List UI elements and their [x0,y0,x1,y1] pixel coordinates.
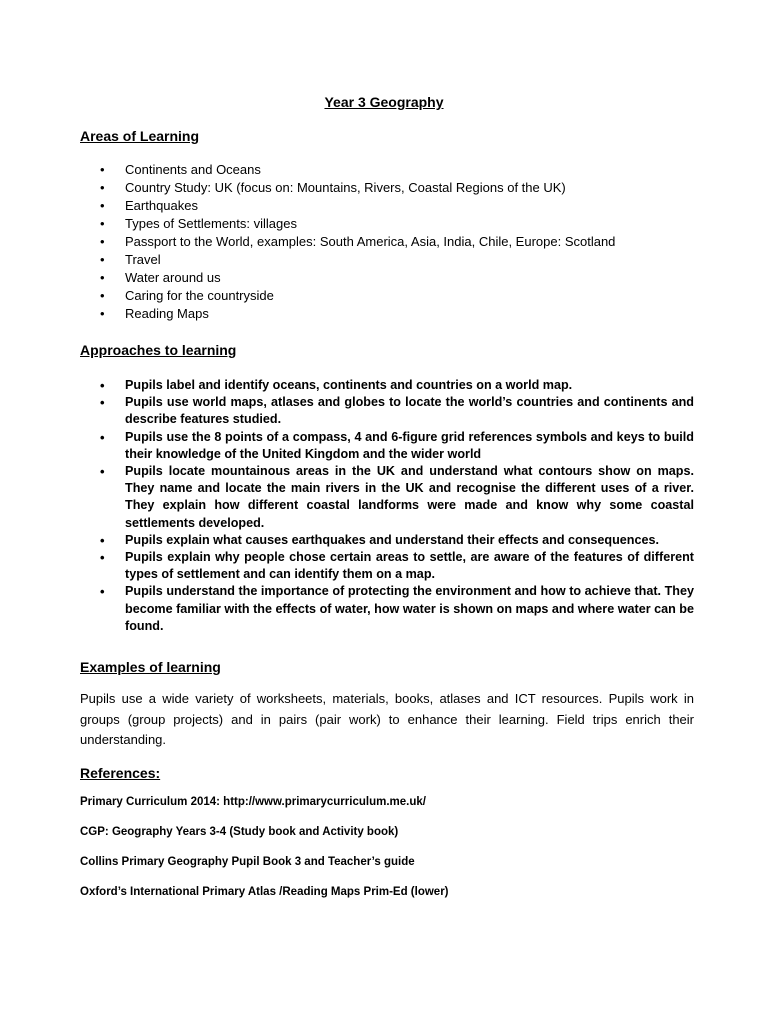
list-item: • Continents and Oceans [100,162,261,177]
list-item: • Earthquakes [100,198,198,213]
bullet-icon: • [100,162,105,177]
list-item: • Passport to the World, examples: South America, Asia, India, Chile, Europe: Scotland [100,234,616,249]
bullet-icon: • [100,288,105,303]
approaches-list [80,377,694,635]
bullet-icon: • [100,180,105,195]
list-item: • Reading Maps [100,306,209,321]
reference-item: Oxford’s International Primary Atlas /Reading Maps Prim-Ed (lower) [80,886,449,898]
list-item: • Pupils explain why people chose certain areas to settle, are aware of the features of different types of settlement and can identify them on a map. [100,550,694,582]
list-item: • Pupils use world maps, atlases and globes to locate the world’s countries and continents and describe features studied. [100,395,694,427]
list-item: • Water around us [100,270,221,285]
list-item: • Pupils explain what causes earthquakes and understand their effects and consequences. [100,532,659,548]
list-item: • Pupils label and identify oceans, continents and countries on a world map. [100,378,573,393]
reference-item: CGP: Geography Years 3-4 (Study book and Activity book) [80,826,399,838]
areas-heading: Areas of Learning [80,128,200,144]
bullet-icon: • [100,532,105,548]
areas-list [80,161,694,323]
reference-item: Collins Primary Geography Pupil Book 3 and Teacher’s guide [80,856,415,868]
bullet-icon: • [100,395,105,411]
examples-heading: Examples of learning [80,659,221,675]
bullet-icon: • [100,464,105,480]
list-item: • Types of Settlements: villages [100,216,297,231]
list-item: • Country Study: UK (focus on: Mountains, Rivers, Coastal Regions of the UK) [100,180,566,195]
list-item: • Pupils understand the importance of protecting the environment and how to achieve that. They become familiar with the effects of water, how water is shown on maps and where water can be found. [100,584,694,633]
page-title: Year 3 Geography [324,94,444,110]
bullet-icon: • [100,550,105,566]
bullet-icon: • [100,252,105,267]
bullet-icon: • [100,234,105,249]
list-item: • Caring for the countryside [100,288,274,303]
approaches-heading: Approaches to learning [80,342,237,358]
bullet-icon: • [100,378,105,393]
examples-paragraph: Pupils use a wide variety of worksheets, materials, books, atlases and ICT resources. Pupils work in groups (group projects) and in pairs (pair work) to enhance their learning. Field trips enrich their understanding. [80,691,694,747]
bullet-icon: • [100,429,105,445]
list-item: • Pupils use the 8 points of a compass, 4 and 6-figure grid references symbols and keys to build their knowledge of the United Kingdom and the wider world [100,429,694,461]
bullet-icon: • [100,584,105,600]
bullet-icon: • [100,270,105,285]
references-heading: References: [80,765,161,781]
list-item: • Pupils locate mountainous areas in the UK and understand what contours show on maps. They name and locate the main rivers in the UK and recognise the different uses of a river. They explain how different coastal landforms were made and know why some coastal settlements developed. [100,464,694,530]
bullet-icon: • [100,198,105,213]
reference-item: Primary Curriculum 2014: http://www.primarycurriculum.me.uk/ [80,796,426,808]
bullet-icon: • [100,216,105,231]
bullet-icon: • [100,306,105,321]
list-item: • Travel [100,252,161,267]
